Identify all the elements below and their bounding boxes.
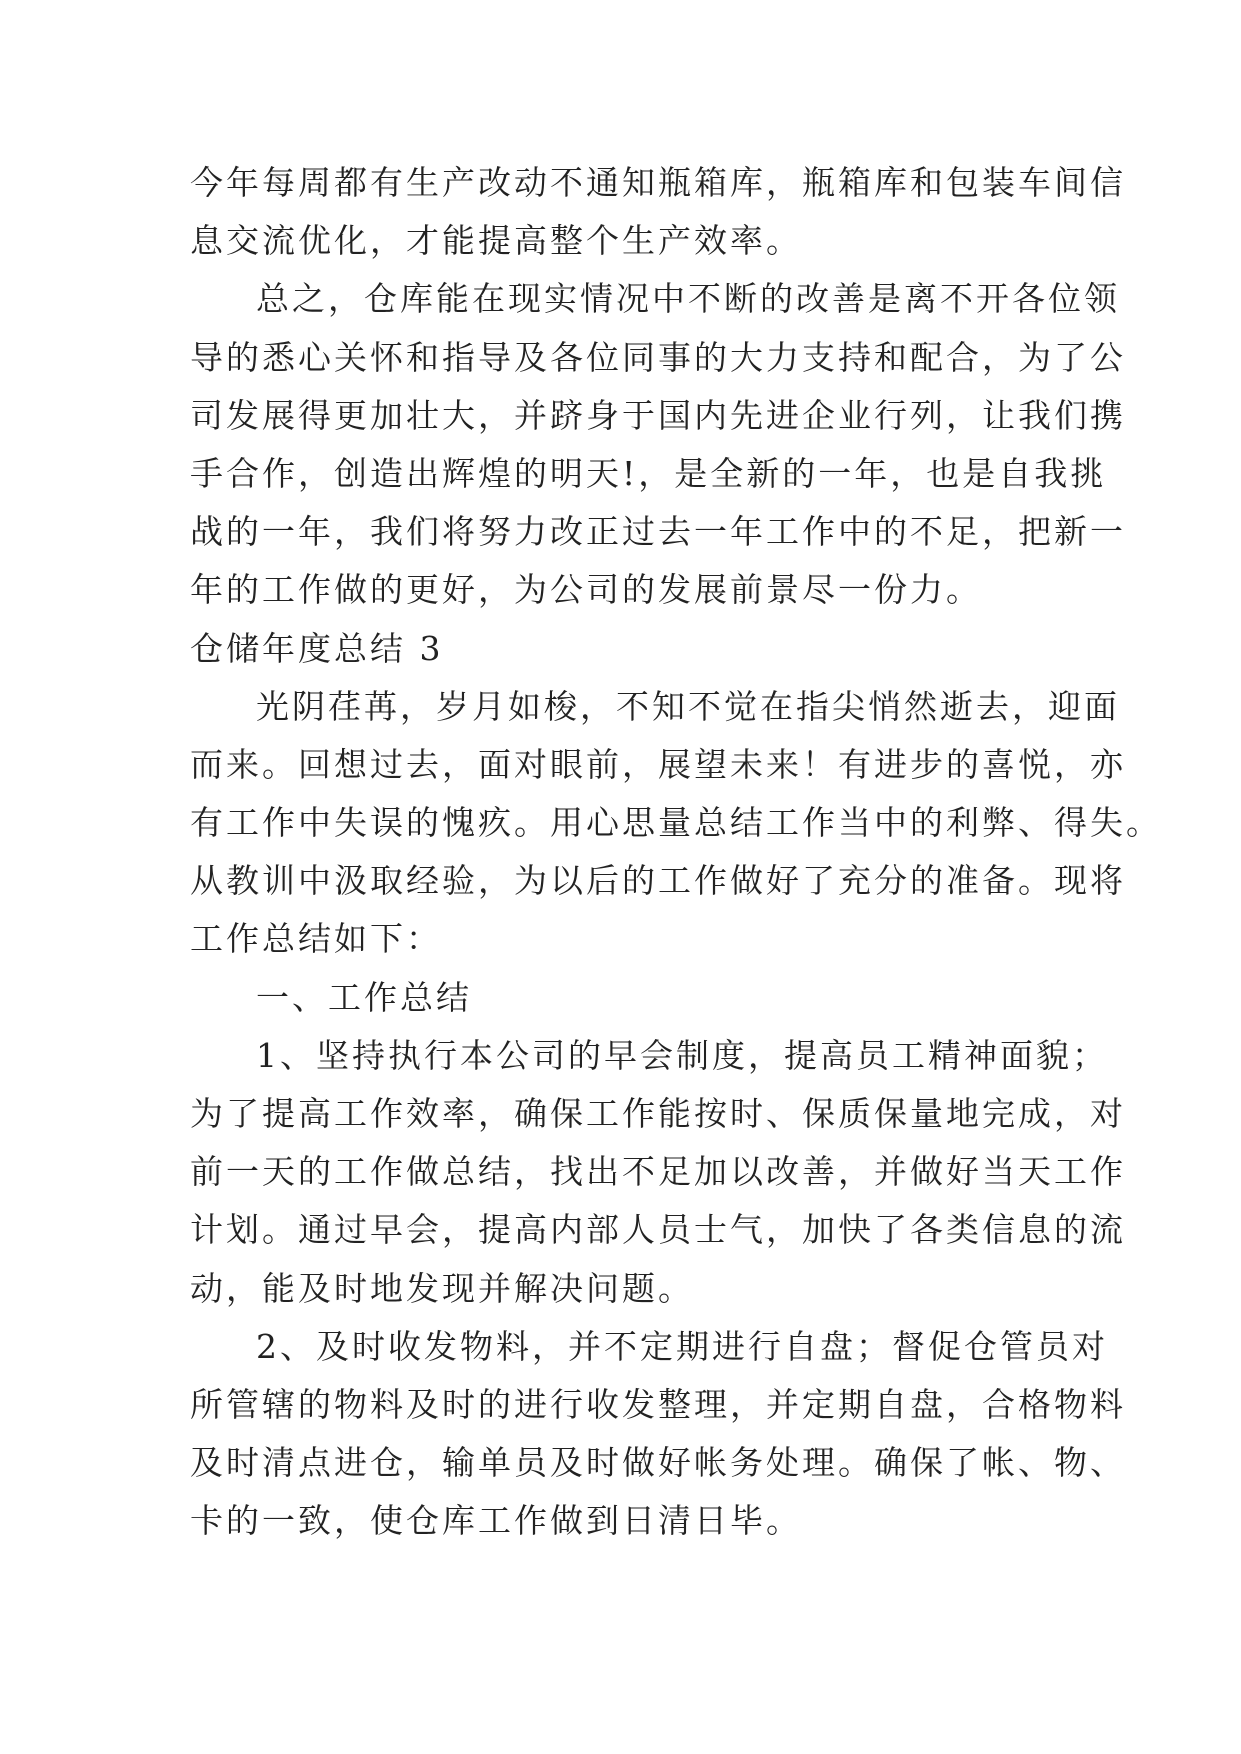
text-line: 息交流优化，才能提高整个生产效率。 <box>190 221 802 261</box>
text-line: 仓储年度总结 3 <box>190 628 444 668</box>
text-line: 今年每周都有生产改动不通知瓶箱库，瓶箱库和包装车间信 <box>190 163 1126 202</box>
text-line: 工作总结如下： <box>190 919 442 959</box>
text-line: 光阴荏苒，岁月如梭，不知不觉在指尖悄然逝去，迎面 <box>256 686 1120 726</box>
text-line: 从教训中汲取经验，为以后的工作做好了充分的准备。现将 <box>190 861 1126 901</box>
text-line: 一、工作总结 <box>256 977 472 1017</box>
text-line: 2、及时收发物料，并不定期进行自盘；督促仓管员对 <box>256 1326 1108 1366</box>
text-line: 而来。回想过去，面对眼前，展望未来！有进步的喜悦，亦 <box>190 744 1126 784</box>
text-line: 总之，仓库能在现实情况中不断的改善是离不开各位领 <box>256 279 1120 319</box>
text-line: 有工作中失误的愧疚。用心思量总结工作当中的利弊、得失。 <box>190 803 1162 843</box>
text-line: 前一天的工作做总结，找出不足加以改善，并做好当天工作 <box>190 1152 1126 1192</box>
text-line: 及时清点进仓，输单员及时做好帐务处理。确保了帐、物、 <box>190 1443 1126 1483</box>
text-line: 司发展得更加壮大，并跻身于国内先进企业行列，让我们携 <box>190 395 1126 435</box>
text-line: 年的工作做的更好，为公司的发展前景尽一份力。 <box>190 570 982 610</box>
text-line: 计划。通过早会，提高内部人员士气，加快了各类信息的流 <box>190 1210 1126 1250</box>
text-line: 导的悉心关怀和指导及各位同事的大力支持和配合，为了公 <box>190 337 1126 377</box>
text-line: 为了提高工作效率，确保工作能按时、保质保量地完成，对 <box>190 1094 1126 1133</box>
document-body <box>190 154 1162 1551</box>
text-line: 动，能及时地发现并解决问题。 <box>190 1268 694 1308</box>
text-line: 卡的一致，使仓库工作做到日清日毕。 <box>190 1501 802 1541</box>
text-line: 所管辖的物料及时的进行收发整理，并定期自盘，合格物料 <box>190 1384 1126 1424</box>
text-line: 手合作，创造出辉煌的明天!，是全新的一年，也是自我挑 <box>190 453 1107 493</box>
text-line: 1、坚持执行本公司的早会制度，提高员工精神面貌； <box>256 1035 1108 1075</box>
text-line: 战的一年，我们将努力改正过去一年工作中的不足，把新一 <box>190 512 1126 552</box>
